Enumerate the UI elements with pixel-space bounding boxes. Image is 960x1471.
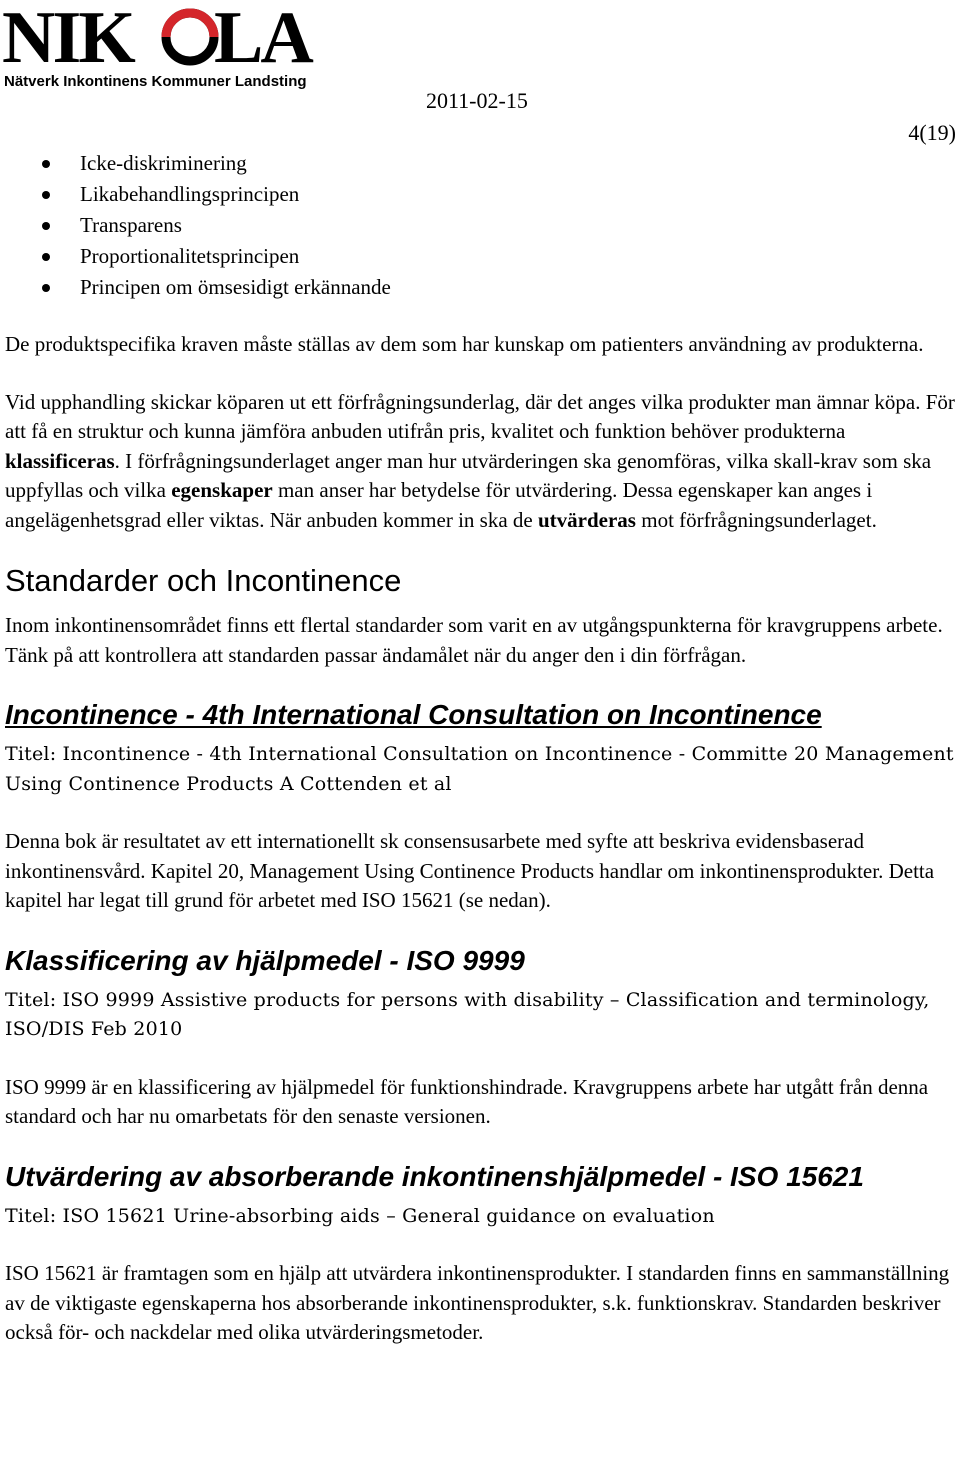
- document-date: 2011-02-15: [426, 88, 528, 113]
- list-item: Proportionalitetsprincipen: [0, 241, 391, 272]
- list-item: Likabehandlingsprincipen: [0, 179, 391, 210]
- page-number: 4(19): [908, 120, 956, 145]
- svg-text:NIK: NIK: [2, 4, 133, 79]
- list-item: Principen om ömsesidigt erkännande: [0, 272, 391, 303]
- section-heading-consultation: Incontinence - 4th International Consultation on Incontinence: [5, 699, 822, 730]
- paragraph-procurement: Vid upphandling skickar köparen ut ett förfrågningsunderlag, där det anges vilka produkter man ämnar köpa. För att få en struktur och kunna jämföra anbuden utifrån pris, kvalitet och funktion behöver produkterna klassificeras. I förfrågningsunderlaget anger man hur utvärderingen ska genomföras, vilka skall-krav som ska uppfyllas och vilka egenskaper man anser har betydelse för utvärdering. Dessa egenskaper kan anges i angelägenhetsgrad eller viktas. När anbuden kommer in ska de utvärderas mot förfrågningsunderlaget.: [5, 389, 955, 532]
- section-text-iso15621: ISO 15621 är framtagen som en hjälp att utvärdera inkontinensprodukter. I standarden finns en sammanställning av de viktigaste egenskaperna hos absorberande inkontinensprodukter, s.k. funktionskrav. Standarden beskriver också för- och nackdelar med olika utvärderingsmetoder.: [5, 1261, 950, 1344]
- section-text-iso9999: ISO 9999 är en klassificering av hjälpmedel för funktionshindrade. Kravgruppens arbete har utgått från denna standard och har nu omarbetats för den senaste versionen.: [5, 1074, 929, 1128]
- bullet-icon: [42, 284, 50, 292]
- section-text-standards: Inom inkontinensområdet finns ett flertal standarder som varit en av utgångspunkterna för kravgruppens arbete. Tänk på att kontrollera att standarden passar ändamålet när du anger den i din förfrågan.: [5, 613, 943, 667]
- list-item: Transparens: [0, 210, 391, 241]
- paragraph-requirements: De produktspecifika kraven måste ställas av dem som har kunskap om patienters användning av produkterna.: [5, 332, 924, 356]
- bullet-icon: [42, 191, 50, 199]
- section-title-iso15621: Titel: ISO 15621 Urine-absorbing aids – General guidance on evaluation: [5, 1204, 715, 1227]
- principles-list: [0, 148, 391, 303]
- section-heading-iso9999: Klassificering av hjälpmedel - ISO 9999: [5, 944, 525, 976]
- section-heading-iso15621: Utvärdering av absorberande inkontinenshjälpmedel - ISO 15621: [5, 1160, 864, 1192]
- section-text-consultation: Denna bok är resultatet av ett internationellt sk consensusarbete med syfte att beskriva evidensbaserad inkontinensvård. Kapitel 20, Management Using Continence Products handlar om inkontinensprodukter. Detta kapitel har legat till grund för arbetet med ISO 15621 (se nedan).: [5, 829, 935, 912]
- document-body: [5, 330, 957, 1348]
- bullet-icon: [42, 222, 50, 230]
- section-title-iso9999: Titel: ISO 9999 Assistive products for persons with disability – Classification and terminology, ISO/DIS Feb 2010: [5, 988, 930, 1040]
- section-title-consultation: Titel: Incontinence - 4th International Consultation on Incontinence - Committe 20 Management Using Continence Products A Cottenden et al: [5, 743, 954, 795]
- nikola-logo: [2, 4, 322, 90]
- bullet-icon: [42, 253, 50, 261]
- section-heading-standards: Standarder och Incontinence: [5, 563, 402, 598]
- svg-text:LA: LA: [214, 4, 311, 79]
- list-item: Icke-diskriminering: [0, 148, 391, 179]
- bullet-icon: [42, 160, 50, 168]
- logo-subtitle: Nätverk Inkontinens Kommuner Landsting: [4, 73, 307, 90]
